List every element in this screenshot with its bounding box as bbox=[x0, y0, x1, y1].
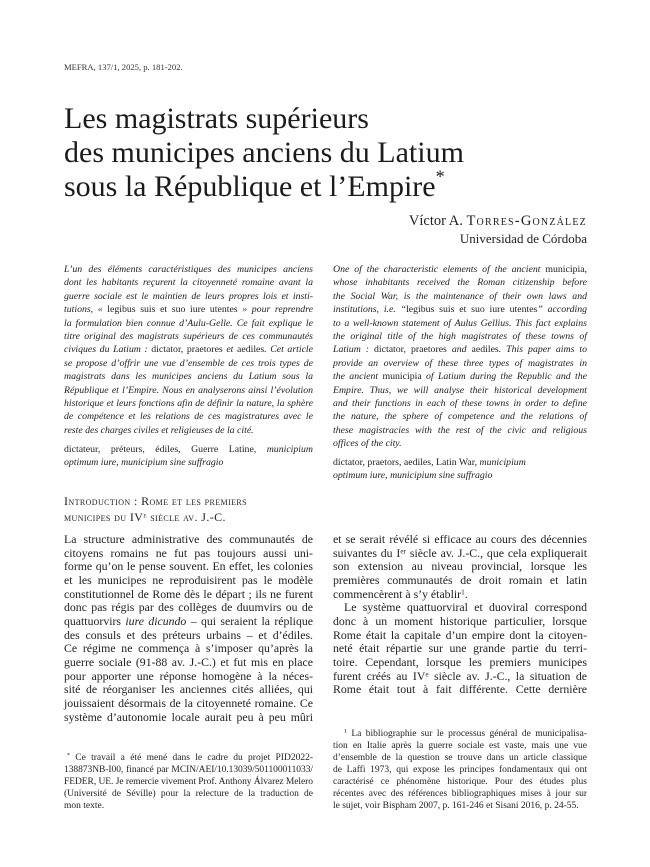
text-run: furent créés au IV bbox=[333, 668, 426, 683]
emphasis-run: legibus suis et suo iure utentes bbox=[406, 304, 538, 316]
text-run: and bbox=[446, 344, 472, 356]
text-line bbox=[333, 670, 587, 684]
emphasis-run: municipium bbox=[479, 457, 526, 468]
text-line bbox=[64, 533, 313, 547]
article-title bbox=[64, 102, 624, 204]
author-affiliation: Universidad de Córdoba bbox=[459, 231, 587, 246]
text-run: Rome était la capitale d’un empire dont la citoyen- bbox=[333, 627, 587, 642]
text-run: offices of the city. bbox=[333, 438, 402, 450]
text-line bbox=[333, 601, 587, 615]
text-line bbox=[64, 384, 313, 397]
text-line bbox=[64, 443, 313, 456]
text-run: One of the characteristic elements of the ancient bbox=[333, 264, 546, 275]
superscript: e bbox=[425, 668, 429, 678]
text-line bbox=[333, 800, 587, 812]
text-run: reste des charges civiles et religieuses de la cité. bbox=[64, 424, 254, 436]
text-line bbox=[64, 410, 313, 423]
text-line bbox=[333, 547, 587, 561]
text-run: municipes du IV bbox=[64, 510, 144, 524]
text-run: provide an overview of these three types of magistrates in bbox=[333, 357, 587, 369]
text-run: République et l’Empire. Nous en analyserons ainsi l’évolution bbox=[64, 384, 313, 396]
text-line bbox=[333, 276, 587, 289]
emphasis-run: municipium sine suffragio bbox=[390, 470, 493, 482]
text-line bbox=[333, 384, 587, 397]
text-run: la formulation bien connue d’Aulu-Gelle. Ce fait explique le bbox=[64, 317, 313, 329]
text-run: L’un des éléments caractéristiques des municipes anciens bbox=[64, 264, 313, 275]
text-line bbox=[64, 776, 313, 788]
emphasis-run: aediles bbox=[237, 344, 265, 356]
text-run: pour apporter une réponse homogène à la néces- bbox=[64, 668, 313, 683]
footnote-1 bbox=[333, 728, 587, 812]
text-line bbox=[64, 588, 313, 602]
text-line bbox=[64, 547, 313, 561]
text-line bbox=[64, 276, 313, 289]
text-run: Latium : bbox=[333, 344, 374, 356]
text-run: tutions, « bbox=[64, 304, 108, 316]
text-run: the nature, the sphere of competence and the relations of bbox=[333, 411, 587, 423]
text-run: premières communautés de droit romain et latin bbox=[333, 572, 587, 587]
text-line bbox=[64, 560, 313, 574]
text-run: siècle av. J.-C. bbox=[146, 510, 226, 524]
text-line bbox=[333, 740, 587, 752]
text-run: (Université de Séville) pour la relecture de la traduction de bbox=[64, 789, 313, 799]
text-line bbox=[64, 370, 313, 383]
text-run: , bbox=[584, 264, 587, 275]
emphasis-run: optimum iure bbox=[333, 470, 386, 482]
superscript: 1 bbox=[344, 729, 347, 736]
text-run: sité de réorganiser les anciennes cités alliées, qui bbox=[64, 682, 313, 697]
text-run: – qui seraient la réplique bbox=[186, 613, 313, 628]
text-line bbox=[64, 102, 624, 136]
text-line bbox=[333, 588, 587, 602]
text-run: Ce travail a été mené dans le cadre du projet PID2022- bbox=[69, 753, 313, 763]
text-line bbox=[333, 656, 587, 670]
author-family-name: Torres-González bbox=[466, 213, 587, 229]
text-run: des consuls et des préteurs urbains – et d’édiles. bbox=[64, 627, 313, 642]
text-line bbox=[64, 800, 313, 812]
emphasis-run: dictator, praetores bbox=[374, 344, 447, 356]
text-run: » pour reprendre bbox=[237, 304, 314, 316]
text-line bbox=[333, 397, 587, 410]
text-line bbox=[333, 776, 587, 788]
text-run: et se serait révélé si efficace au cours des décennies bbox=[333, 532, 587, 546]
text-run: dictateur, préteurs, édiles, Guerre Latine, bbox=[64, 444, 267, 455]
text-run: de compétence et les relations de ces magistratures avec le bbox=[64, 411, 313, 423]
text-run: La bibliographie sur le processus général de municipalisa- bbox=[346, 729, 587, 739]
journal-reference: MEFRA, 137/1, 2025, p. 181-202. bbox=[64, 62, 183, 72]
emphasis-run: legibus suis et suo iure utentes bbox=[107, 304, 238, 316]
text-run: guerre sociale (91-88 av. J.-C.) et fut mis en place bbox=[64, 654, 313, 669]
text-line bbox=[333, 683, 587, 697]
text-line bbox=[333, 560, 587, 574]
text-line bbox=[64, 629, 313, 643]
text-run: quattuorvirs bbox=[64, 613, 126, 628]
text-run: civiques du Latium : bbox=[64, 344, 152, 356]
text-line bbox=[64, 656, 313, 670]
text-run: . bbox=[464, 586, 468, 601]
text-run: historique et leurs fonctions afin de définir la nature, la sphère bbox=[64, 398, 313, 410]
text-run: siècle av. J.-C., que cela expliquerait bbox=[406, 545, 588, 560]
text-run: siècle av. J.-C., la situation de bbox=[428, 668, 587, 683]
text-run: dont les habitants reçurent la citoyenneté romaine avant la bbox=[64, 277, 313, 289]
text-line bbox=[64, 330, 313, 343]
text-line bbox=[64, 397, 313, 410]
text-line bbox=[333, 370, 587, 383]
text-line bbox=[333, 764, 587, 776]
text-run: donc pas régis par des collèges de duumvirs ou de bbox=[64, 600, 313, 615]
text-line bbox=[333, 330, 587, 343]
text-line bbox=[333, 629, 587, 643]
text-line bbox=[64, 574, 313, 588]
text-line bbox=[64, 357, 313, 370]
text-run: whose inhabitants received the Roman citizenship before bbox=[333, 277, 587, 289]
text-line bbox=[333, 290, 587, 303]
text-run: Rome était tout à fait différente. Cette dernière bbox=[333, 682, 587, 697]
text-line bbox=[64, 456, 313, 469]
text-line bbox=[333, 357, 587, 370]
text-run: citoyens romains ne fut pas toujours aussi uni- bbox=[64, 545, 313, 560]
text-run: the ancient bbox=[333, 371, 383, 383]
text-run: mon texte. bbox=[64, 801, 105, 811]
superscript: * bbox=[435, 166, 445, 187]
text-line bbox=[64, 752, 313, 764]
text-run: institutions, i.e. “ bbox=[333, 304, 407, 316]
text-run: sous la République et l’Empire bbox=[64, 170, 436, 203]
text-run: de Laffi 1973, qui expose les principes fondamentaux qui ont bbox=[333, 765, 587, 775]
text-run: Ce régime ne commença à s’imposer qu’après la bbox=[64, 641, 313, 656]
text-run: son extension au niveau provincial, lorsque les bbox=[333, 559, 587, 574]
text-line bbox=[333, 469, 587, 482]
text-run: tion en Italie après la guerre sociale est vaste, mais une vue bbox=[333, 741, 587, 751]
body-column-right bbox=[333, 533, 587, 697]
text-line bbox=[64, 263, 313, 276]
emphasis-run: aediles bbox=[471, 344, 499, 356]
text-run: . This paper aims to bbox=[498, 344, 587, 356]
text-line bbox=[333, 533, 587, 547]
text-run: des municipes anciens du Latium bbox=[64, 136, 464, 169]
text-line bbox=[64, 683, 313, 697]
text-line bbox=[64, 697, 313, 711]
text-line bbox=[333, 317, 587, 330]
text-line bbox=[64, 136, 624, 170]
text-line bbox=[64, 764, 313, 776]
text-run: La structure administrative des communautés de bbox=[64, 532, 313, 546]
text-line bbox=[64, 601, 313, 615]
text-line bbox=[333, 574, 587, 588]
text-run: commencèrent à s’y établir bbox=[333, 586, 462, 601]
text-line bbox=[333, 437, 587, 450]
text-run: toire. Cependant, lorsque les premiers municipes bbox=[333, 654, 587, 669]
text-line bbox=[64, 711, 313, 725]
text-line bbox=[333, 752, 587, 764]
text-run: d’ensemble de la question se trouve dans un article classique bbox=[333, 753, 587, 763]
text-run: système d’autonomie locale aurait peu à peu mûri bbox=[64, 709, 313, 724]
keywords-english bbox=[333, 456, 587, 483]
body-column-left bbox=[64, 533, 313, 724]
text-line bbox=[333, 615, 587, 629]
text-line bbox=[64, 493, 313, 509]
text-run: the original title of the high magistrates of these towns of bbox=[333, 331, 587, 343]
text-line bbox=[333, 263, 587, 276]
text-line bbox=[333, 642, 587, 656]
text-run: et les municipes ne reproduisirent pas le modèle bbox=[64, 572, 313, 587]
text-run: these magistracies with the rest of the civic and religious bbox=[333, 424, 587, 436]
text-run: magistrats dans les municipes anciens du Latium sous la bbox=[64, 371, 313, 383]
text-run: jouissaient désormais de la citoyenneté romaine. Ce bbox=[64, 695, 313, 710]
keywords-french bbox=[64, 443, 313, 470]
text-run: the Social War, is the maintenance of their own laws and bbox=[333, 290, 587, 302]
text-run: caractérisé ce phénomène historique. Pour des études plus bbox=[333, 777, 587, 787]
text-line bbox=[64, 317, 313, 330]
text-run: le sujet, voir Bispham 2007, p. 161-246 et Sisani 2016, p. 24-55. bbox=[333, 801, 579, 811]
text-line bbox=[64, 615, 313, 629]
text-line bbox=[333, 456, 587, 469]
superscript: er bbox=[400, 546, 407, 555]
footnote-acknowledgement bbox=[64, 752, 313, 812]
text-line bbox=[333, 424, 587, 437]
text-run: 138873NB-I00, financé par MCIN/AEI/10.13039/501100011033/ bbox=[64, 765, 313, 775]
text-run: . Cet article bbox=[264, 344, 314, 356]
text-run: et bbox=[222, 344, 237, 356]
emphasis-run: municipium sine suffragio bbox=[121, 457, 224, 469]
abstract-english bbox=[333, 263, 587, 451]
text-run: to a well-known statement of Aulus Gellius. This fact explains bbox=[333, 317, 587, 329]
text-run: Les magistrats supérieurs bbox=[64, 102, 369, 135]
emphasis-run: municipia bbox=[545, 264, 585, 275]
text-line bbox=[64, 343, 313, 356]
text-run: se propose d’offrir une vue d’ensemble de ces trois types de bbox=[64, 357, 313, 369]
superscript: e bbox=[143, 510, 147, 520]
text-line bbox=[333, 728, 587, 740]
text-run: Introduction : Rome et les premiers bbox=[64, 494, 248, 508]
text-line bbox=[64, 642, 313, 656]
text-run: donc à un moment historique particulier, lorsque bbox=[333, 613, 587, 628]
emphasis-run: dictator, praetores bbox=[151, 344, 223, 356]
emphasis-run: optimum iure bbox=[64, 457, 117, 469]
superscript: 1 bbox=[461, 586, 465, 596]
text-line bbox=[333, 788, 587, 800]
text-run: , bbox=[116, 457, 122, 469]
text-line bbox=[64, 290, 313, 303]
author-name bbox=[409, 213, 587, 230]
section-heading bbox=[64, 493, 313, 525]
text-run: suivantes du I bbox=[333, 545, 401, 560]
text-line bbox=[64, 166, 624, 204]
text-run: récentes avec des références bibliographiques mises à jour sur bbox=[333, 789, 587, 799]
text-run: and their functions in each of these towns in order to define bbox=[333, 398, 587, 410]
text-run: titre original des magistrats supérieurs de ces communautés bbox=[64, 331, 313, 343]
text-run: constitutionnel de Rome dès le départ ; ils ne furent bbox=[64, 586, 313, 601]
text-run: FEDER, UE. Je remercie vivement Prof. Anthony Álvarez Melero bbox=[64, 777, 313, 787]
text-line bbox=[333, 410, 587, 423]
text-run: Empire. Thus, we will analyse their historical development bbox=[333, 384, 587, 396]
text-run: Le système quattuorviral et duoviral correspond bbox=[344, 600, 587, 615]
text-run: neté était répartie sur une grande partie du terri- bbox=[333, 641, 587, 656]
text-run: of Latium during the Republic and the bbox=[421, 371, 587, 383]
text-run: , bbox=[385, 470, 391, 482]
text-line bbox=[333, 343, 587, 356]
text-line bbox=[333, 303, 587, 316]
emphasis-run: municipium bbox=[266, 444, 313, 455]
author-given-name: Víctor A. bbox=[408, 213, 463, 229]
text-run: forme qu’on le pense souvent. En effet, les colonies bbox=[64, 559, 313, 574]
text-run: dictator, praetors, aediles, Latin War, bbox=[333, 457, 480, 468]
text-line bbox=[64, 670, 313, 684]
text-line bbox=[64, 788, 313, 800]
text-line bbox=[64, 509, 313, 525]
superscript: * bbox=[67, 753, 70, 760]
text-line bbox=[64, 424, 313, 437]
text-run: guerre sociale est le maintien de leurs propres lois et insti- bbox=[64, 290, 313, 302]
emphasis-run: iure dicundo bbox=[125, 613, 187, 628]
abstract-french bbox=[64, 263, 313, 437]
text-line bbox=[64, 303, 313, 316]
emphasis-run: municipia bbox=[382, 371, 422, 383]
text-run: ” according bbox=[537, 304, 588, 316]
